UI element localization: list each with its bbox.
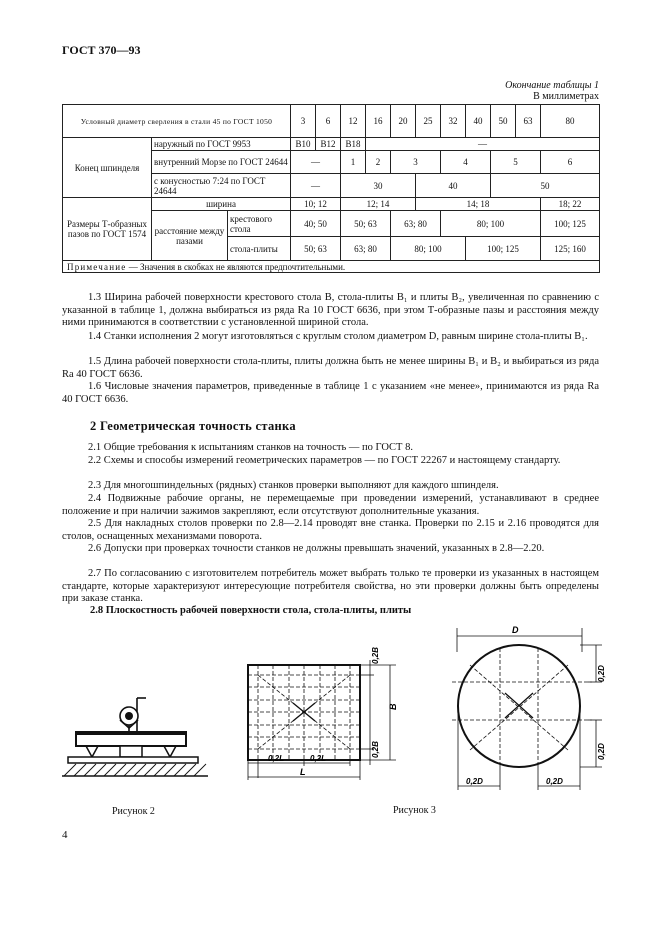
dim-d: D xyxy=(512,625,519,635)
external-spindle-label: наружный по ГОСТ 9953 xyxy=(152,138,291,151)
diameter-63: 63 xyxy=(516,105,541,138)
cell: 40 xyxy=(416,174,491,198)
cell: 5 xyxy=(491,151,541,174)
dim-0-2b-bottom: 0,2B xyxy=(371,741,380,758)
cell: 50 xyxy=(491,174,600,198)
section-2-heading: 2 Геометрическая точность станка xyxy=(90,419,296,433)
cell: — xyxy=(366,138,600,151)
cell: 80; 100 xyxy=(391,237,466,261)
dim-0-2l-left: 0,2L xyxy=(268,754,285,763)
paragraph-1-6: 1.6 Числовые значения параметров, приведенные в таблице 1 с указанием «не менее», принимаются из ряда Ra 40 ГОСТ 6636. xyxy=(62,381,599,405)
diameter-80: 80 xyxy=(541,105,600,138)
cell: 2 xyxy=(366,151,391,174)
table-header-row xyxy=(63,105,600,138)
paragraph-2-5: 2.5 Для накладных столов проверки по 2.8—2.14 проводят вне станка. Проверки по 2.15 и 2.16 проводятся для столов, оснащенных механизмами поворота. xyxy=(62,518,599,542)
diameter-40: 40 xyxy=(466,105,491,138)
dim-l: L xyxy=(300,767,306,777)
dim-0-2d-top: 0,2D xyxy=(597,665,606,682)
dim-0-2d-right: 0,2D xyxy=(546,777,563,786)
cross-table-label: крестового стола xyxy=(228,211,291,237)
page-number: 4 xyxy=(62,829,68,841)
subsection-2-8-heading: 2.8 Плоскостность рабочей поверхности стола, стола-плиты, плиты xyxy=(90,605,412,616)
cell: 1 xyxy=(341,151,366,174)
paragraph-2-7: 2.7 По согласованию с изготовителем потребитель может выбрать только те проверки из указанных в настоящем стандарте, которые характеризуют интересующие потребителя свойства, но эти проверки должны быть определены при заказе станка. xyxy=(62,568,599,604)
row-external-spindle xyxy=(63,138,600,151)
diameter-32: 32 xyxy=(441,105,466,138)
cell: 100; 125 xyxy=(466,237,541,261)
cell: — xyxy=(291,174,341,198)
paragraph-2-6: 2.6 Допуски при проверках точности станков не должны превышать значений, указанных в 2.8—2.20. xyxy=(88,543,545,554)
document-header: ГОСТ 370—93 xyxy=(62,43,141,57)
figure-3-rectangular-table xyxy=(238,647,398,790)
morse-spindle-label: внутренний Морзе по ГОСТ 24644 xyxy=(152,151,291,174)
diameter-header-label: Условный диаметр сверления в стали 45 по ГОСТ 1050 xyxy=(63,105,291,138)
cell: 18; 22 xyxy=(541,198,600,211)
slots-group-label: Размеры Т-образных пазов по ГОСТ 1574 xyxy=(63,198,152,261)
dim-0-2d-bottom: 0,2D xyxy=(597,743,606,760)
dim-0-2b-top: 0,2B xyxy=(371,647,380,664)
figure-2-caption: Рисунок 2 xyxy=(112,806,155,817)
plate-table-label: стола-плиты xyxy=(228,237,291,261)
cell: 12; 14 xyxy=(341,198,416,211)
dim-0-2l-right: 0,2L xyxy=(310,754,327,763)
row-slot-width xyxy=(63,198,600,211)
cell: 6 xyxy=(541,151,600,174)
diameter-20: 20 xyxy=(391,105,416,138)
cell: 30 xyxy=(341,174,416,198)
cell: 63; 80 xyxy=(391,211,441,237)
cell: 14; 18 xyxy=(416,198,541,211)
diameter-6: 6 xyxy=(316,105,341,138)
table-note xyxy=(63,261,600,273)
note-text: — Значения в скобках не являются предпочтительными. xyxy=(126,261,346,272)
slot-distance-label: расстояние между пазами xyxy=(152,211,228,261)
diameter-3: 3 xyxy=(291,105,316,138)
cell: 100; 125 xyxy=(541,211,600,237)
figure-3-round-table xyxy=(452,620,604,790)
cell: В10 xyxy=(291,138,316,151)
cell: 63; 80 xyxy=(341,237,391,261)
specifications-table xyxy=(62,104,600,273)
diameter-50: 50 xyxy=(491,105,516,138)
diameter-25: 25 xyxy=(416,105,441,138)
note-prefix: Примечание xyxy=(67,261,127,272)
paragraph-2-2: 2.2 Схемы и способы измерений геометрических параметров — по ГОСТ 22267 и настоящему стандарту. xyxy=(88,455,561,466)
paragraph-2-3: 2.3 Для многошпиндельных (рядных) станков проверки выполняют для каждого шпинделя. xyxy=(88,480,499,491)
paragraph-1-5: 1.5 Длина рабочей поверхности стола-плиты, плиты должна быть не менее ширины B₁ и B₂ и выбираться из ряда Ra 40 ГОСТ 6636. xyxy=(62,356,599,380)
taper-spindle-label: с конусностью 7:24 по ГОСТ 24644 xyxy=(152,174,291,198)
dim-0-2d-left: 0,2D xyxy=(466,777,483,786)
cell: 50; 63 xyxy=(341,211,391,237)
diameter-16: 16 xyxy=(366,105,391,138)
cell: 10; 12 xyxy=(291,198,341,211)
paragraph-1-3: 1.3 Ширина рабочей поверхности крестового стола B, стола-плиты B₁ и плиты B₂, увеличенная по сравнению с указанной в таблице 1, должна выбираться из ряда Ra 10 ГОСТ 6636, при этом Т-образные пазы и расстояния между ними принимаются в соответствии с установленной шириной стола. xyxy=(62,292,599,328)
diameter-12: 12 xyxy=(341,105,366,138)
paragraph-1-4: 1.4 Станки исполнения 2 могут изготовляться с круглым столом диаметром D, равным ширине стола-плиты B₁. xyxy=(88,331,588,342)
figure-3-caption: Рисунок 3 xyxy=(393,805,436,816)
paragraph-2-1: 2.1 Общие требования к испытаниям станков на точность — по ГОСТ 8. xyxy=(88,442,413,453)
cell: 4 xyxy=(441,151,491,174)
figure-2-level-diagram xyxy=(62,690,212,790)
row-note xyxy=(63,261,600,273)
table-units-label: В миллиметрах xyxy=(533,91,599,102)
cell: В12 xyxy=(316,138,341,151)
paragraph-2-4: 2.4 Подвижные рабочие органы, не перемещаемые при проведении измерений, устанавливают в среднее положение и при наличии зажимов закрепляют, если отсутствуют дополнительные указания. xyxy=(62,493,599,517)
table-continuation-label: Окончание таблицы 1 xyxy=(505,80,599,91)
cell: 125; 160 xyxy=(541,237,600,261)
cell: — xyxy=(291,151,341,174)
cell: 40; 50 xyxy=(291,211,341,237)
spindle-group-label: Конец шпинделя xyxy=(63,138,152,198)
dim-b: B xyxy=(388,703,398,710)
cell: 3 xyxy=(391,151,441,174)
slot-width-label: ширина xyxy=(152,198,291,211)
cell: 50; 63 xyxy=(291,237,341,261)
cell: В18 xyxy=(341,138,366,151)
cell: 80; 100 xyxy=(441,211,541,237)
